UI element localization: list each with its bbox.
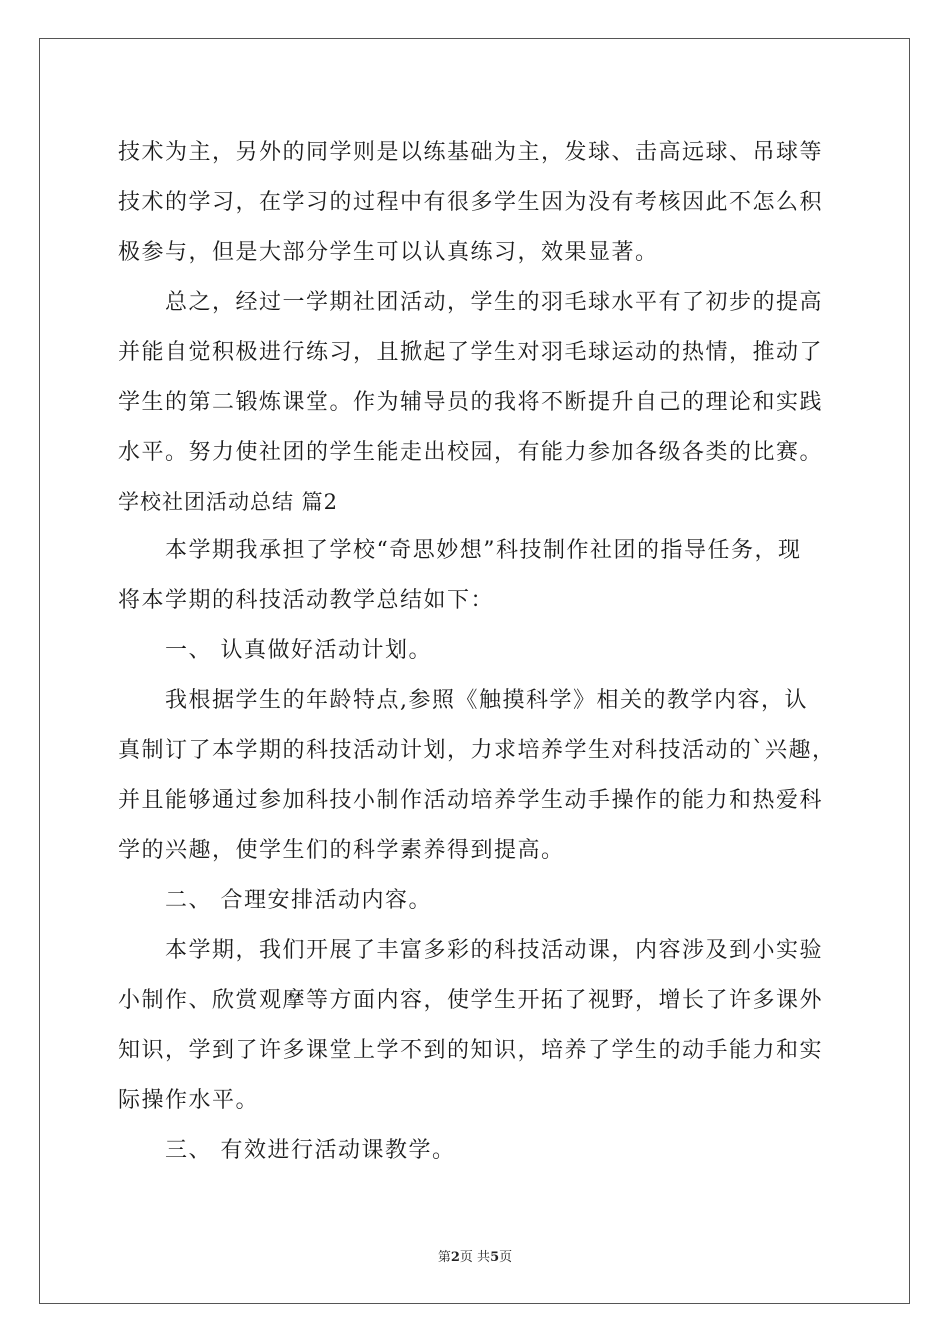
text-line: 水平。努力使社团的学生能走出校园，有能力参加各级各类的比赛。 [118, 440, 824, 465]
text-line: 将本学期的科技活动教学总结如下： [118, 588, 495, 613]
text-line: 我根据学生的年龄特点,参照《触摸科学》相关的教学内容，认 [118, 688, 808, 713]
text-line: 二、 合理安排活动内容。 [118, 888, 432, 913]
text-line: 学生的第二锻炼课堂。作为辅导员的我将不断提升自己的理论和实践 [118, 390, 824, 415]
text-line: 并能自觉积极进行练习，且掀起了学生对羽毛球运动的热情，推动了 [118, 340, 824, 365]
section-heading: 学校社团活动总结 篇2 [118, 490, 339, 514]
page-current: 2 [450, 1250, 460, 1265]
text-line: 真制订了本学期的科技活动计划，力求培养学生对科技活动的`兴趣， [118, 738, 836, 763]
text-line: 极参与，但是大部分学生可以认真练习，效果显著。 [118, 240, 659, 265]
text-line: 小制作、欣赏观摩等方面内容，使学生开拓了视野，增长了许多课外 [118, 988, 824, 1013]
page-mid: 页 共 [459, 1250, 491, 1265]
text-line: 本学期我承担了学校“奇思妙想”科技制作社团的指导任务，现 [118, 538, 802, 563]
text-line: 技术为主，另外的同学则是以练基础为主，发球、击高远球、吊球等 [118, 140, 824, 165]
text-line: 学的兴趣，使学生们的科学素养得到提高。 [118, 838, 565, 863]
text-line: 总之，经过一学期社团活动，学生的羽毛球水平有了初步的提高 [118, 290, 824, 315]
text-line: 技术的学习，在学习的过程中有很多学生因为没有考核因此不怎么积 [118, 190, 824, 215]
text-line: 三、 有效进行活动课教学。 [118, 1138, 456, 1163]
text-line: 知识，学到了许多课堂上学不到的知识，培养了学生的动手能力和实 [118, 1038, 824, 1063]
text-line: 一、 认真做好活动计划。 [118, 638, 432, 663]
page-footer [0, 1246, 950, 1265]
page-suffix: 页 [499, 1250, 513, 1265]
text-line: 际操作水平。 [118, 1088, 260, 1113]
text-line: 本学期，我们开展了丰富多彩的科技活动课，内容涉及到小实验 [118, 938, 824, 963]
text-line: 并且能够通过参加科技小制作活动培养学生动手操作的能力和热爱科 [118, 788, 824, 813]
document-body [118, 128, 836, 1176]
page-prefix: 第 [437, 1250, 451, 1265]
page-total: 5 [490, 1250, 500, 1265]
